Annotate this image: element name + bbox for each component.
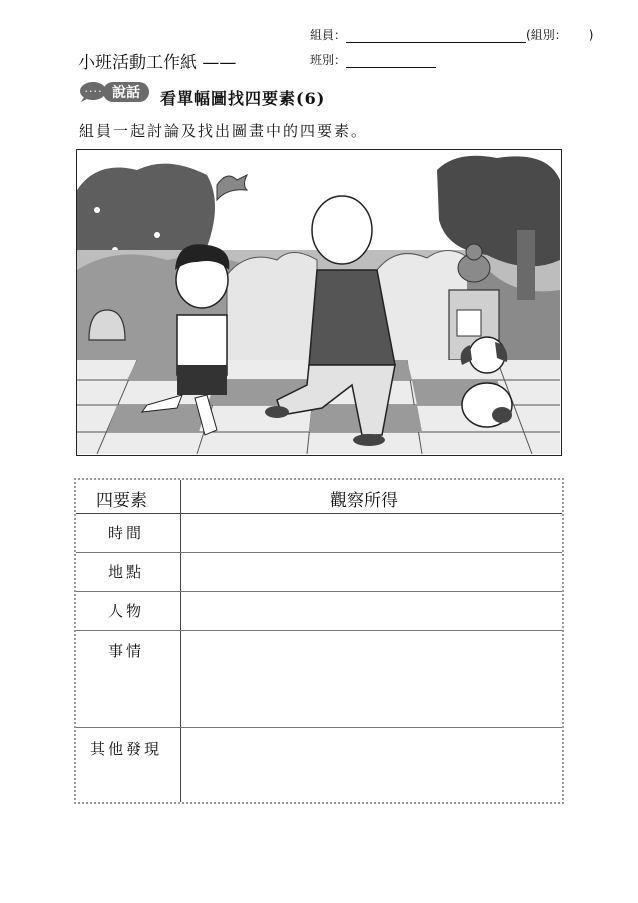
members-line [310,26,593,43]
answer-cell-event[interactable] [182,632,562,726]
members-label: 組員： [310,28,347,42]
svg-text:• • • •: • • • • [84,89,102,95]
four-elements-table [74,478,564,804]
row-divider [76,630,562,631]
speech-bubble-icon [79,80,151,104]
answer-cell-time[interactable] [182,515,562,551]
class-blank[interactable] [346,67,436,68]
header-divider [76,513,562,514]
row-label-event: 事情 [108,642,145,660]
park-scene-image [77,150,560,454]
badge-label: 說話 [112,85,140,101]
answer-cell-other-findings[interactable] [182,729,562,801]
speaking-badge [79,80,151,104]
header-observations: 觀察所得 [330,491,398,511]
row-label-time: 時間 [108,524,145,542]
row-divider [76,591,562,592]
worksheet-subtitle: 看單幅圖找四要素(6) [160,89,326,108]
row-label-place: 地點 [108,563,145,581]
row-label-characters: 人物 [108,602,145,620]
answer-cell-characters[interactable] [182,593,562,629]
row-divider [76,727,562,728]
scene-illustration [76,149,562,456]
instruction-text: 組員一起討論及找出圖畫中的四要素。 [79,122,369,140]
group-close: ) [588,28,594,42]
row-label-other-findings: 其他發現 [90,740,163,758]
class-label: 班別： [310,53,347,67]
header-four-elements: 四要素 [96,491,147,511]
class-line [310,51,436,68]
members-blank[interactable] [346,42,526,43]
column-divider [180,480,181,802]
answer-cell-place[interactable] [182,554,562,590]
group-label: (組別： [526,28,567,42]
worksheet-title: 小班活動工作紙 —— [78,53,237,73]
row-divider [76,552,562,553]
